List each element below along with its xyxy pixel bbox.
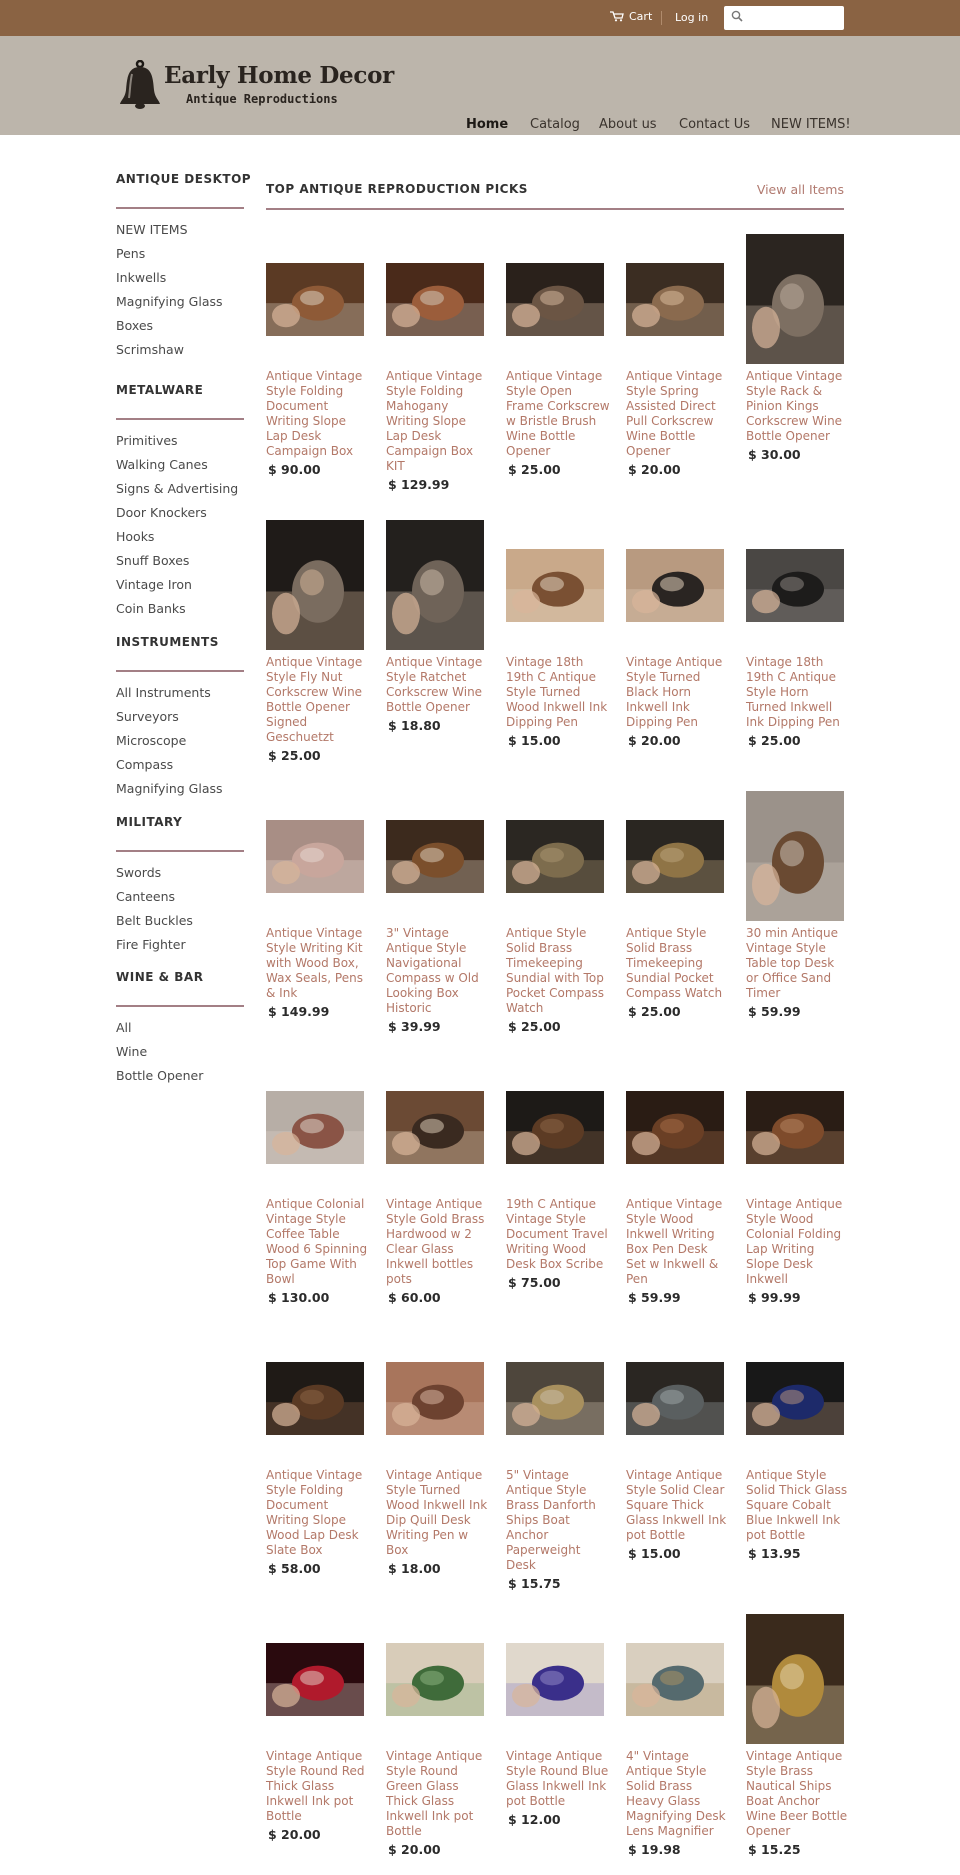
product-price: $ 25.00	[508, 1019, 561, 1034]
product-image-link[interactable]	[386, 520, 484, 650]
product-title[interactable]: Antique Colonial Vintage Style Coffee Table Wood 6 Spinning Top Game With Bowl	[266, 1197, 368, 1286]
cart-link[interactable]	[610, 10, 652, 23]
sidebar-heading: METALWARE	[116, 383, 204, 397]
product-image-link[interactable]	[266, 820, 364, 893]
product-title[interactable]: Antique Vintage Style Rack & Pinion Kings Corkscrew Wine Bottle Opener	[746, 369, 843, 443]
product-title[interactable]: Vintage Antique Style Round Red Thick Glass Inkwell Ink pot Bottle	[266, 1749, 365, 1823]
product-image-link[interactable]	[506, 263, 604, 336]
product-image-link[interactable]	[626, 1362, 724, 1435]
product-price: $ 60.00	[388, 1290, 441, 1305]
nav-label: Catalog	[530, 117, 580, 132]
product-image	[626, 549, 724, 622]
product-image	[266, 1362, 364, 1435]
product-image	[386, 1091, 484, 1164]
cart-icon	[610, 11, 624, 22]
product-title[interactable]: Antique Vintage Style Fly Nut Corkscrew Wine Bottle Opener Signed Geschuetzt	[266, 655, 363, 744]
product-image	[626, 1362, 724, 1435]
product-image-link[interactable]	[266, 263, 364, 336]
product-price: $ 25.00	[748, 733, 801, 748]
product-title[interactable]: 19th C Antique Vintage Style Document Travel Writing Wood Desk Box Scribe	[506, 1197, 608, 1271]
cart-label: Cart	[629, 10, 653, 23]
product-title[interactable]: Antique Style Solid Thick Glass Square Cobalt Blue Inkwell Ink pot Bottle	[746, 1468, 848, 1542]
product-price: $ 18.80	[388, 718, 441, 733]
nav-label: About us	[599, 117, 657, 132]
nav-label: NEW ITEMS!	[771, 117, 851, 132]
product-price: $ 130.00	[268, 1290, 330, 1305]
product-title[interactable]: Antique Style Solid Brass Timekeeping Sundial with Top Pocket Compass Watch	[506, 926, 605, 1015]
sidebar-divider	[116, 670, 244, 672]
product-title[interactable]: Vintage Antique Style Turned Black Horn Inkwell Ink Dipping Pen	[626, 655, 723, 729]
product-image	[386, 1643, 484, 1716]
product-image	[506, 1362, 604, 1435]
product-image-link[interactable]	[746, 549, 844, 622]
sidebar-item-boxes[interactable]: Boxes	[116, 318, 154, 333]
product-title[interactable]: Vintage Antique Style Solid Clear Square Thick Glass Inkwell Ink pot Bottle	[626, 1468, 727, 1542]
sidebar-item-inkwells[interactable]: Inkwells	[116, 270, 167, 285]
nav-about-us[interactable]	[599, 113, 657, 132]
product-title[interactable]: Vintage 18th 19th C Antique Style Turned Wood Inkwell Ink Dipping Pen	[506, 655, 608, 729]
product-image	[266, 820, 364, 893]
product-price: $ 59.99	[628, 1290, 681, 1305]
sidebar-item-snuff-boxes[interactable]: Snuff Boxes	[116, 553, 190, 568]
product-price: $ 58.00	[268, 1561, 321, 1576]
product-image-link[interactable]	[266, 1091, 364, 1164]
nav-new-items[interactable]	[771, 113, 851, 132]
product-image-link[interactable]	[746, 1091, 844, 1164]
topbar-divider	[661, 11, 662, 25]
search-input[interactable]	[724, 6, 844, 30]
product-image-link[interactable]	[626, 263, 724, 336]
product-title[interactable]: Vintage Antique Style Round Green Glass Thick Glass Inkwell Ink pot Bottle	[386, 1749, 483, 1838]
sidebar-item-door-knockers[interactable]: Door Knockers	[116, 505, 207, 520]
product-title[interactable]: 4" Vintage Antique Style Solid Brass Heavy Glass Magnifying Desk Lens Magnifier	[626, 1749, 726, 1838]
product-price: $ 30.00	[748, 447, 801, 462]
product-image	[626, 1643, 724, 1716]
sidebar-divider	[116, 418, 244, 420]
product-image	[746, 1614, 844, 1744]
product-image	[266, 1643, 364, 1716]
product-price: $ 59.99	[748, 1004, 801, 1019]
sidebar-item-vintage-iron[interactable]: Vintage Iron	[116, 577, 192, 592]
login-link[interactable]: Log in	[675, 11, 709, 24]
product-image-link[interactable]	[626, 1091, 724, 1164]
nav-contact-us[interactable]	[679, 113, 750, 132]
section-divider	[266, 208, 844, 210]
product-title[interactable]: 30 min Antique Vintage Style Table top Desk or Office Sand Timer	[746, 926, 838, 1000]
product-title[interactable]: Antique Vintage Style Open Frame Corkscrew w Bristle Brush Wine Bottle Opener	[506, 369, 610, 458]
product-image-link[interactable]	[266, 520, 364, 650]
sidebar-item-swords[interactable]: Swords	[116, 865, 162, 880]
product-image	[746, 1091, 844, 1164]
nav-catalog[interactable]	[530, 113, 580, 132]
product-title[interactable]: Antique Vintage Style Folding Document Writing Slope Wood Lap Desk Slate Box	[266, 1468, 363, 1557]
product-image-link[interactable]	[386, 1091, 484, 1164]
product-price: $ 12.00	[508, 1812, 561, 1827]
site-header	[0, 36, 960, 135]
product-image-link[interactable]	[506, 820, 604, 893]
site-logo[interactable]	[118, 58, 394, 114]
product-image-link[interactable]	[266, 1643, 364, 1716]
product-image	[266, 263, 364, 336]
product-price: $ 99.99	[748, 1290, 801, 1305]
product-title[interactable]: Antique Style Solid Brass Timekeeping Sundial Pocket Compass Watch	[626, 926, 723, 1000]
sidebar-heading: ANTIQUE DESKTOP	[116, 172, 252, 186]
product-image-link[interactable]	[626, 1643, 724, 1716]
product-image	[626, 1091, 724, 1164]
product-image-link[interactable]	[626, 820, 724, 893]
top-bar	[0, 0, 960, 36]
product-price: $ 15.00	[508, 733, 561, 748]
product-image-link[interactable]	[266, 1362, 364, 1435]
product-image	[386, 1362, 484, 1435]
sidebar-divider	[116, 850, 244, 852]
product-title[interactable]: Vintage Antique Style Round Blue Glass Inkwell Ink pot Bottle	[506, 1749, 609, 1808]
product-price: $ 39.99	[388, 1019, 441, 1034]
sidebar-item-canteens[interactable]: Canteens	[116, 889, 176, 904]
sidebar-item-all-instruments[interactable]: All Instruments	[116, 685, 211, 700]
sidebar-divider	[116, 1005, 244, 1007]
product-image	[746, 234, 844, 364]
product-price: $ 90.00	[268, 462, 321, 477]
product-image	[506, 549, 604, 622]
product-price: $ 149.99	[268, 1004, 330, 1019]
product-image-link[interactable]	[506, 1643, 604, 1716]
product-price: $ 25.00	[628, 1004, 681, 1019]
product-image	[746, 791, 844, 921]
brand-tagline: Antique Reproductions	[186, 92, 338, 106]
sidebar-item-surveyors[interactable]: Surveyors	[116, 709, 179, 724]
sidebar-item-signs-advertising[interactable]: Signs & Advertising	[116, 481, 239, 496]
product-image-link[interactable]	[746, 234, 844, 364]
product-price: $ 13.95	[748, 1546, 801, 1561]
product-price: $ 20.00	[628, 462, 681, 477]
sidebar-item-scrimshaw[interactable]: Scrimshaw	[116, 342, 184, 357]
product-price: $ 15.00	[628, 1546, 681, 1561]
sidebar-item-belt-buckles[interactable]: Belt Buckles	[116, 913, 193, 928]
sidebar-item-walking-canes[interactable]: Walking Canes	[116, 457, 208, 472]
product-image-link[interactable]	[506, 549, 604, 622]
product-image	[626, 820, 724, 893]
product-image	[266, 520, 364, 650]
sidebar-item-all[interactable]: All	[116, 1020, 132, 1035]
product-image	[506, 263, 604, 336]
product-image	[506, 820, 604, 893]
brand-name: Early Home Decor	[164, 62, 394, 89]
product-image-link[interactable]	[746, 1362, 844, 1435]
sidebar-item-compass[interactable]: Compass	[116, 757, 174, 772]
nav-home[interactable]	[466, 113, 508, 132]
sidebar-heading: WINE & BAR	[116, 970, 204, 984]
product-title[interactable]: Vintage Antique Style Turned Wood Inkwell Ink Dip Quill Desk Writing Pen w Box	[386, 1468, 488, 1557]
product-title[interactable]: 3" Vintage Antique Style Navigational Compass w Old Looking Box Historic	[386, 926, 479, 1015]
product-price: $ 15.25	[748, 1842, 801, 1857]
product-image-link[interactable]	[626, 549, 724, 622]
search-icon	[731, 10, 743, 22]
product-image	[746, 549, 844, 622]
product-price: $ 75.00	[508, 1275, 561, 1290]
product-price: $ 20.00	[628, 733, 681, 748]
bell-logo-icon	[118, 60, 162, 110]
product-title[interactable]: Antique Vintage Style Folding Document Writing Slope Lap Desk Campaign Box	[266, 369, 363, 458]
product-title[interactable]: Antique Vintage Style Wood Inkwell Writing Box Pen Desk Set w Inkwell & Pen	[626, 1197, 723, 1286]
sidebar-heading: INSTRUMENTS	[116, 635, 219, 649]
product-title[interactable]: Antique Vintage Style Ratchet Corkscrew Wine Bottle Opener	[386, 655, 483, 714]
section-title: TOP ANTIQUE REPRODUCTION PICKS	[266, 182, 528, 196]
product-image-link[interactable]	[386, 820, 484, 893]
sidebar-item-fire-fighter[interactable]: Fire Fighter	[116, 937, 186, 952]
product-price: $ 15.75	[508, 1576, 561, 1591]
sidebar-divider	[116, 207, 244, 209]
product-price: $ 129.99	[388, 477, 450, 492]
sidebar-item-pens[interactable]: Pens	[116, 246, 146, 261]
product-image	[506, 1643, 604, 1716]
nav-label: Contact Us	[679, 117, 750, 132]
product-title[interactable]: Vintage Antique Style Gold Brass Hardwood w 2 Clear Glass Inkwell bottles pots	[386, 1197, 485, 1286]
product-image-link[interactable]	[386, 1643, 484, 1716]
sidebar-item-hooks[interactable]: Hooks	[116, 529, 155, 544]
product-title[interactable]: 5" Vintage Antique Style Brass Danforth Ships Boat Anchor Paperweight Desk	[506, 1468, 596, 1572]
product-price: $ 19.98	[628, 1842, 681, 1857]
product-title[interactable]: Antique Vintage Style Folding Mahogany Writing Slope Lap Desk Campaign Box KIT	[386, 369, 483, 473]
sidebar-item-primitives[interactable]: Primitives	[116, 433, 178, 448]
sidebar-item-magnifying-glass[interactable]: Magnifying Glass	[116, 781, 223, 796]
sidebar-item-microscope[interactable]: Microscope	[116, 733, 187, 748]
sidebar-item-magnifying-glass[interactable]: Magnifying Glass	[116, 294, 223, 309]
product-title[interactable]: Vintage Antique Style Brass Nautical Ships Boat Anchor Wine Beer Bottle Opener	[746, 1749, 848, 1838]
sidebar-item-coin-banks[interactable]: Coin Banks	[116, 601, 186, 616]
sidebar-item-wine[interactable]: Wine	[116, 1044, 148, 1059]
product-title[interactable]: Vintage 18th 19th C Antique Style Horn Turned Inkwell Ink Dipping Pen	[746, 655, 840, 729]
product-price: $ 25.00	[508, 462, 561, 477]
product-image-link[interactable]	[506, 1091, 604, 1164]
product-price: $ 20.00	[268, 1827, 321, 1842]
product-image	[266, 1091, 364, 1164]
product-image-link[interactable]	[506, 1362, 604, 1435]
view-all-link[interactable]: View all Items	[756, 182, 844, 197]
product-image	[506, 1091, 604, 1164]
sidebar-item-bottle-opener[interactable]: Bottle Opener	[116, 1068, 204, 1083]
nav-label: Home	[466, 117, 509, 132]
product-image	[626, 263, 724, 336]
product-image-link[interactable]	[386, 263, 484, 336]
sidebar-item-new-items[interactable]: NEW ITEMS	[116, 222, 188, 237]
product-title[interactable]: Antique Vintage Style Writing Kit with Wood Box, Wax Seals, Pens & Ink	[266, 926, 363, 1000]
sidebar-heading: MILITARY	[116, 815, 183, 829]
product-title[interactable]: Vintage Antique Style Wood Colonial Folding Lap Writing Slope Desk Inkwell	[746, 1197, 843, 1286]
product-image	[386, 820, 484, 893]
product-price: $ 25.00	[268, 748, 321, 763]
product-image	[746, 1362, 844, 1435]
product-image-link[interactable]	[386, 1362, 484, 1435]
product-price: $ 18.00	[388, 1561, 441, 1576]
product-image-link[interactable]	[746, 791, 844, 921]
product-price: $ 20.00	[388, 1842, 441, 1857]
product-image-link[interactable]	[746, 1614, 844, 1744]
product-title[interactable]: Antique Vintage Style Spring Assisted Direct Pull Corkscrew Wine Bottle Opener	[626, 369, 723, 458]
product-image	[386, 263, 484, 336]
product-image	[386, 520, 484, 650]
